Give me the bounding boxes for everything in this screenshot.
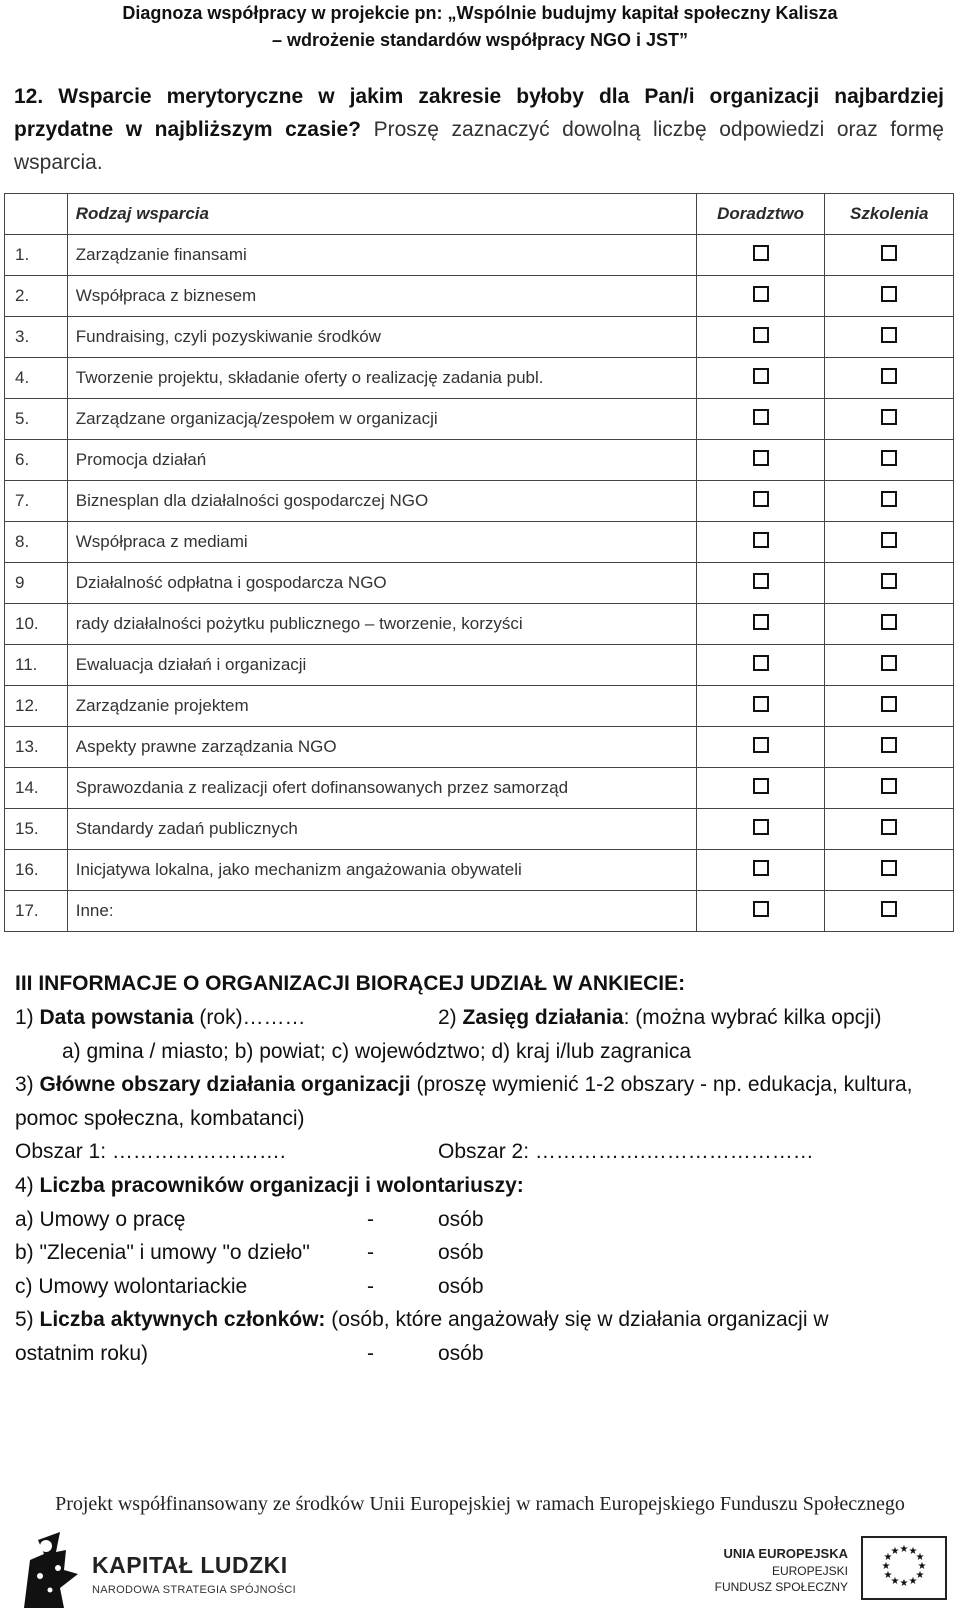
row-number: 2. bbox=[5, 276, 68, 317]
row-number: 1. bbox=[5, 235, 68, 276]
q3-areas: 3) Główne obszary działania organizacji (proszę wymienić 1-2 obszary - np. edukacja, kultura, pomoc społeczna, kombatanci) bbox=[15, 1073, 913, 1130]
row-number: 9 bbox=[5, 563, 68, 604]
row-number: 6. bbox=[5, 440, 68, 481]
table-row bbox=[5, 522, 954, 563]
consulting-checkbox[interactable] bbox=[753, 655, 769, 671]
svg-text:★: ★ bbox=[899, 1578, 909, 1589]
section-3-title: III INFORMACJE O ORGANIZACJI BIORĄCEJ UDZIAŁ W ANKIECIE: bbox=[15, 972, 686, 995]
training-checkbox[interactable] bbox=[881, 491, 897, 507]
row-support-name: Działalność odpłatna i gospodarcza NGO bbox=[67, 563, 696, 604]
training-checkbox[interactable] bbox=[881, 573, 897, 589]
row-support-name: Standardy zadań publicznych bbox=[67, 809, 696, 850]
svg-text:★: ★ bbox=[915, 1552, 925, 1563]
header-line-2: – wdrożenie standardów współpracy NGO i JST” bbox=[271, 30, 689, 50]
eu-flag-icon bbox=[861, 1536, 947, 1600]
row-support-name: Tworzenie projektu, składanie oferty o realizację zadania publ. bbox=[67, 358, 696, 399]
table-row bbox=[5, 440, 954, 481]
eu-logo bbox=[690, 1536, 955, 1610]
consulting-checkbox[interactable] bbox=[753, 778, 769, 794]
eu-line-2: EUROPEJSKI bbox=[771, 1564, 848, 1578]
emp-row-unit[interactable]: osób bbox=[438, 1208, 484, 1231]
consulting-checkbox[interactable] bbox=[753, 573, 769, 589]
table-row bbox=[5, 727, 954, 768]
question-12 bbox=[14, 80, 944, 179]
consulting-checkbox[interactable] bbox=[753, 368, 769, 384]
q2-range: 2) Zasięg działania: (można wybrać kilka opcji) bbox=[438, 1006, 882, 1029]
row-number: 16. bbox=[5, 850, 68, 891]
kl-subtitle: NARODOWA STRATEGIA SPÓJNOŚCI bbox=[92, 1584, 296, 1596]
table-row bbox=[5, 358, 954, 399]
table-row bbox=[5, 850, 954, 891]
header-support-type: Rodzaj wsparcia bbox=[67, 194, 696, 235]
row-number: 10. bbox=[5, 604, 68, 645]
row-support-name: Zarządzane organizacją/zespołem w organizacji bbox=[67, 399, 696, 440]
row-support-name: Aspekty prawne zarządzania NGO bbox=[67, 727, 696, 768]
row-support-name: Promocja działań bbox=[67, 440, 696, 481]
row-support-name: Zarządzanie finansami bbox=[67, 235, 696, 276]
row-number: 5. bbox=[5, 399, 68, 440]
svg-text:★: ★ bbox=[917, 1561, 927, 1572]
table-row bbox=[5, 481, 954, 522]
table-row bbox=[5, 768, 954, 809]
training-checkbox[interactable] bbox=[881, 245, 897, 261]
consulting-checkbox[interactable] bbox=[753, 901, 769, 917]
q5-line-2: ostatnim roku) bbox=[15, 1342, 149, 1365]
kapital-ludzki-emblem-icon bbox=[20, 1530, 84, 1610]
svg-text:★: ★ bbox=[890, 1576, 900, 1587]
row-number: 13. bbox=[5, 727, 68, 768]
cofinancing-note: Projekt współfinansowany ze środków Unii Europejskiej w ramach Europejskiego Funduszu Społecznego bbox=[55, 1493, 905, 1515]
consulting-checkbox[interactable] bbox=[753, 614, 769, 630]
consulting-checkbox[interactable] bbox=[753, 450, 769, 466]
consulting-checkbox[interactable] bbox=[753, 532, 769, 548]
consulting-checkbox[interactable] bbox=[753, 245, 769, 261]
svg-text:★: ★ bbox=[915, 1570, 925, 1581]
q5-unit[interactable]: osób bbox=[438, 1342, 484, 1365]
training-checkbox[interactable] bbox=[881, 368, 897, 384]
svg-text:★: ★ bbox=[883, 1570, 893, 1581]
question-instruction: Proszę zaznaczyć dowolną liczbę odpowiedzi oraz formę wsparcia. bbox=[14, 118, 944, 174]
emp-row-dash: - bbox=[367, 1241, 374, 1264]
training-checkbox[interactable] bbox=[881, 819, 897, 835]
row-number: 8. bbox=[5, 522, 68, 563]
eu-line-3: FUNDUSZ SPOŁECZNY bbox=[714, 1580, 848, 1594]
table-row bbox=[5, 604, 954, 645]
q2-options: a) gmina / miasto; b) powiat; c) województwo; d) kraj i/lub zagranica bbox=[62, 1040, 692, 1063]
row-support-name: rady działalności pożytku publicznego – tworzenie, korzyści bbox=[67, 604, 696, 645]
q5-members: 5) Liczba aktywnych członków: (osób, które angażowały się w działania organizacji w bbox=[15, 1308, 829, 1331]
emp-row-unit[interactable]: osób bbox=[438, 1275, 484, 1298]
row-number: 7. bbox=[5, 481, 68, 522]
row-support-name: Fundraising, czyli pozyskiwanie środków bbox=[67, 317, 696, 358]
consulting-checkbox[interactable] bbox=[753, 696, 769, 712]
row-support-name: Inne: bbox=[67, 891, 696, 932]
training-checkbox[interactable] bbox=[881, 901, 897, 917]
training-checkbox[interactable] bbox=[881, 532, 897, 548]
svg-text:★: ★ bbox=[908, 1546, 918, 1557]
training-checkbox[interactable] bbox=[881, 327, 897, 343]
table-row bbox=[5, 235, 954, 276]
row-number: 3. bbox=[5, 317, 68, 358]
emp-row-label: a) Umowy o pracę bbox=[15, 1208, 186, 1231]
emp-row-label: c) Umowy wolontariackie bbox=[15, 1275, 248, 1298]
kapital-ludzki-logo bbox=[20, 1530, 320, 1610]
table-row bbox=[5, 317, 954, 358]
training-checkbox[interactable] bbox=[881, 860, 897, 876]
training-checkbox[interactable] bbox=[881, 614, 897, 630]
consulting-checkbox[interactable] bbox=[753, 860, 769, 876]
row-number: 17. bbox=[5, 891, 68, 932]
question-bold-text: 12. Wsparcie merytoryczne w jakim zakresie byłoby dla Pan/i organizacji najbardziej przydatne w najbliższym czasie? bbox=[14, 85, 944, 141]
training-checkbox[interactable] bbox=[881, 778, 897, 794]
row-number: 4. bbox=[5, 358, 68, 399]
consulting-checkbox[interactable] bbox=[753, 737, 769, 753]
training-checkbox[interactable] bbox=[881, 655, 897, 671]
support-table bbox=[4, 193, 954, 932]
table-header-row bbox=[5, 194, 954, 235]
header-consulting: Doradztwo bbox=[696, 194, 825, 235]
eu-line-1: UNIA EUROPEJSKA bbox=[723, 1546, 848, 1561]
table-row bbox=[5, 399, 954, 440]
row-support-name: Współpraca z mediami bbox=[67, 522, 696, 563]
table-row bbox=[5, 686, 954, 727]
area-1-field[interactable]: Obszar 1: ……………………. bbox=[15, 1140, 286, 1163]
table-row bbox=[5, 645, 954, 686]
table-row bbox=[5, 891, 954, 932]
consulting-checkbox[interactable] bbox=[753, 409, 769, 425]
training-checkbox[interactable] bbox=[881, 286, 897, 302]
table-row bbox=[5, 276, 954, 317]
emp-row-dash: - bbox=[367, 1275, 374, 1298]
svg-text:★: ★ bbox=[899, 1544, 909, 1555]
training-checkbox[interactable] bbox=[881, 409, 897, 425]
q5-dash: - bbox=[367, 1342, 374, 1365]
consulting-checkbox[interactable] bbox=[753, 819, 769, 835]
row-support-name: Zarządzanie projektem bbox=[67, 686, 696, 727]
emp-row-dash: - bbox=[367, 1208, 374, 1231]
row-number: 11. bbox=[5, 645, 68, 686]
training-checkbox[interactable] bbox=[881, 696, 897, 712]
q1-founding-date: 1) Data powstania (rok)……… bbox=[15, 1006, 306, 1029]
row-number: 12. bbox=[5, 686, 68, 727]
row-support-name: Ewaluacja działań i organizacji bbox=[67, 645, 696, 686]
header-training: Szkolenia bbox=[825, 194, 954, 235]
q4-staff: 4) Liczba pracowników organizacji i wolontariuszy: bbox=[15, 1174, 524, 1197]
row-number: 15. bbox=[5, 809, 68, 850]
row-support-name: Sprawozdania z realizacji ofert dofinansowanych przez samorząd bbox=[67, 768, 696, 809]
kl-title: KAPITAŁ LUDZKI bbox=[92, 1552, 288, 1578]
area-2-field[interactable]: Obszar 2: …………….…………………… bbox=[438, 1140, 814, 1163]
table-row bbox=[5, 809, 954, 850]
svg-text:★: ★ bbox=[890, 1546, 900, 1557]
row-support-name: Biznesplan dla działalności gospodarczej NGO bbox=[67, 481, 696, 522]
row-support-name: Inicjatywa lokalna, jako mechanizm angażowania obywateli bbox=[67, 850, 696, 891]
training-checkbox[interactable] bbox=[881, 450, 897, 466]
training-checkbox[interactable] bbox=[881, 737, 897, 753]
table-row bbox=[5, 563, 954, 604]
emp-row-label: b) "Zlecenia" i umowy "o dzieło" bbox=[15, 1241, 310, 1264]
consulting-checkbox[interactable] bbox=[753, 327, 769, 343]
row-number: 14. bbox=[5, 768, 68, 809]
header-line-1: Diagnoza współpracy w projekcie pn: „Wspólnie budujmy kapitał społeczny Kalisza bbox=[122, 3, 838, 23]
svg-text:★: ★ bbox=[883, 1552, 893, 1563]
svg-text:★: ★ bbox=[908, 1576, 918, 1587]
emp-row-unit[interactable]: osób bbox=[438, 1241, 484, 1264]
row-support-name: Współpraca z biznesem bbox=[67, 276, 696, 317]
consulting-checkbox[interactable] bbox=[753, 286, 769, 302]
svg-text:★: ★ bbox=[881, 1561, 891, 1572]
consulting-checkbox[interactable] bbox=[753, 491, 769, 507]
